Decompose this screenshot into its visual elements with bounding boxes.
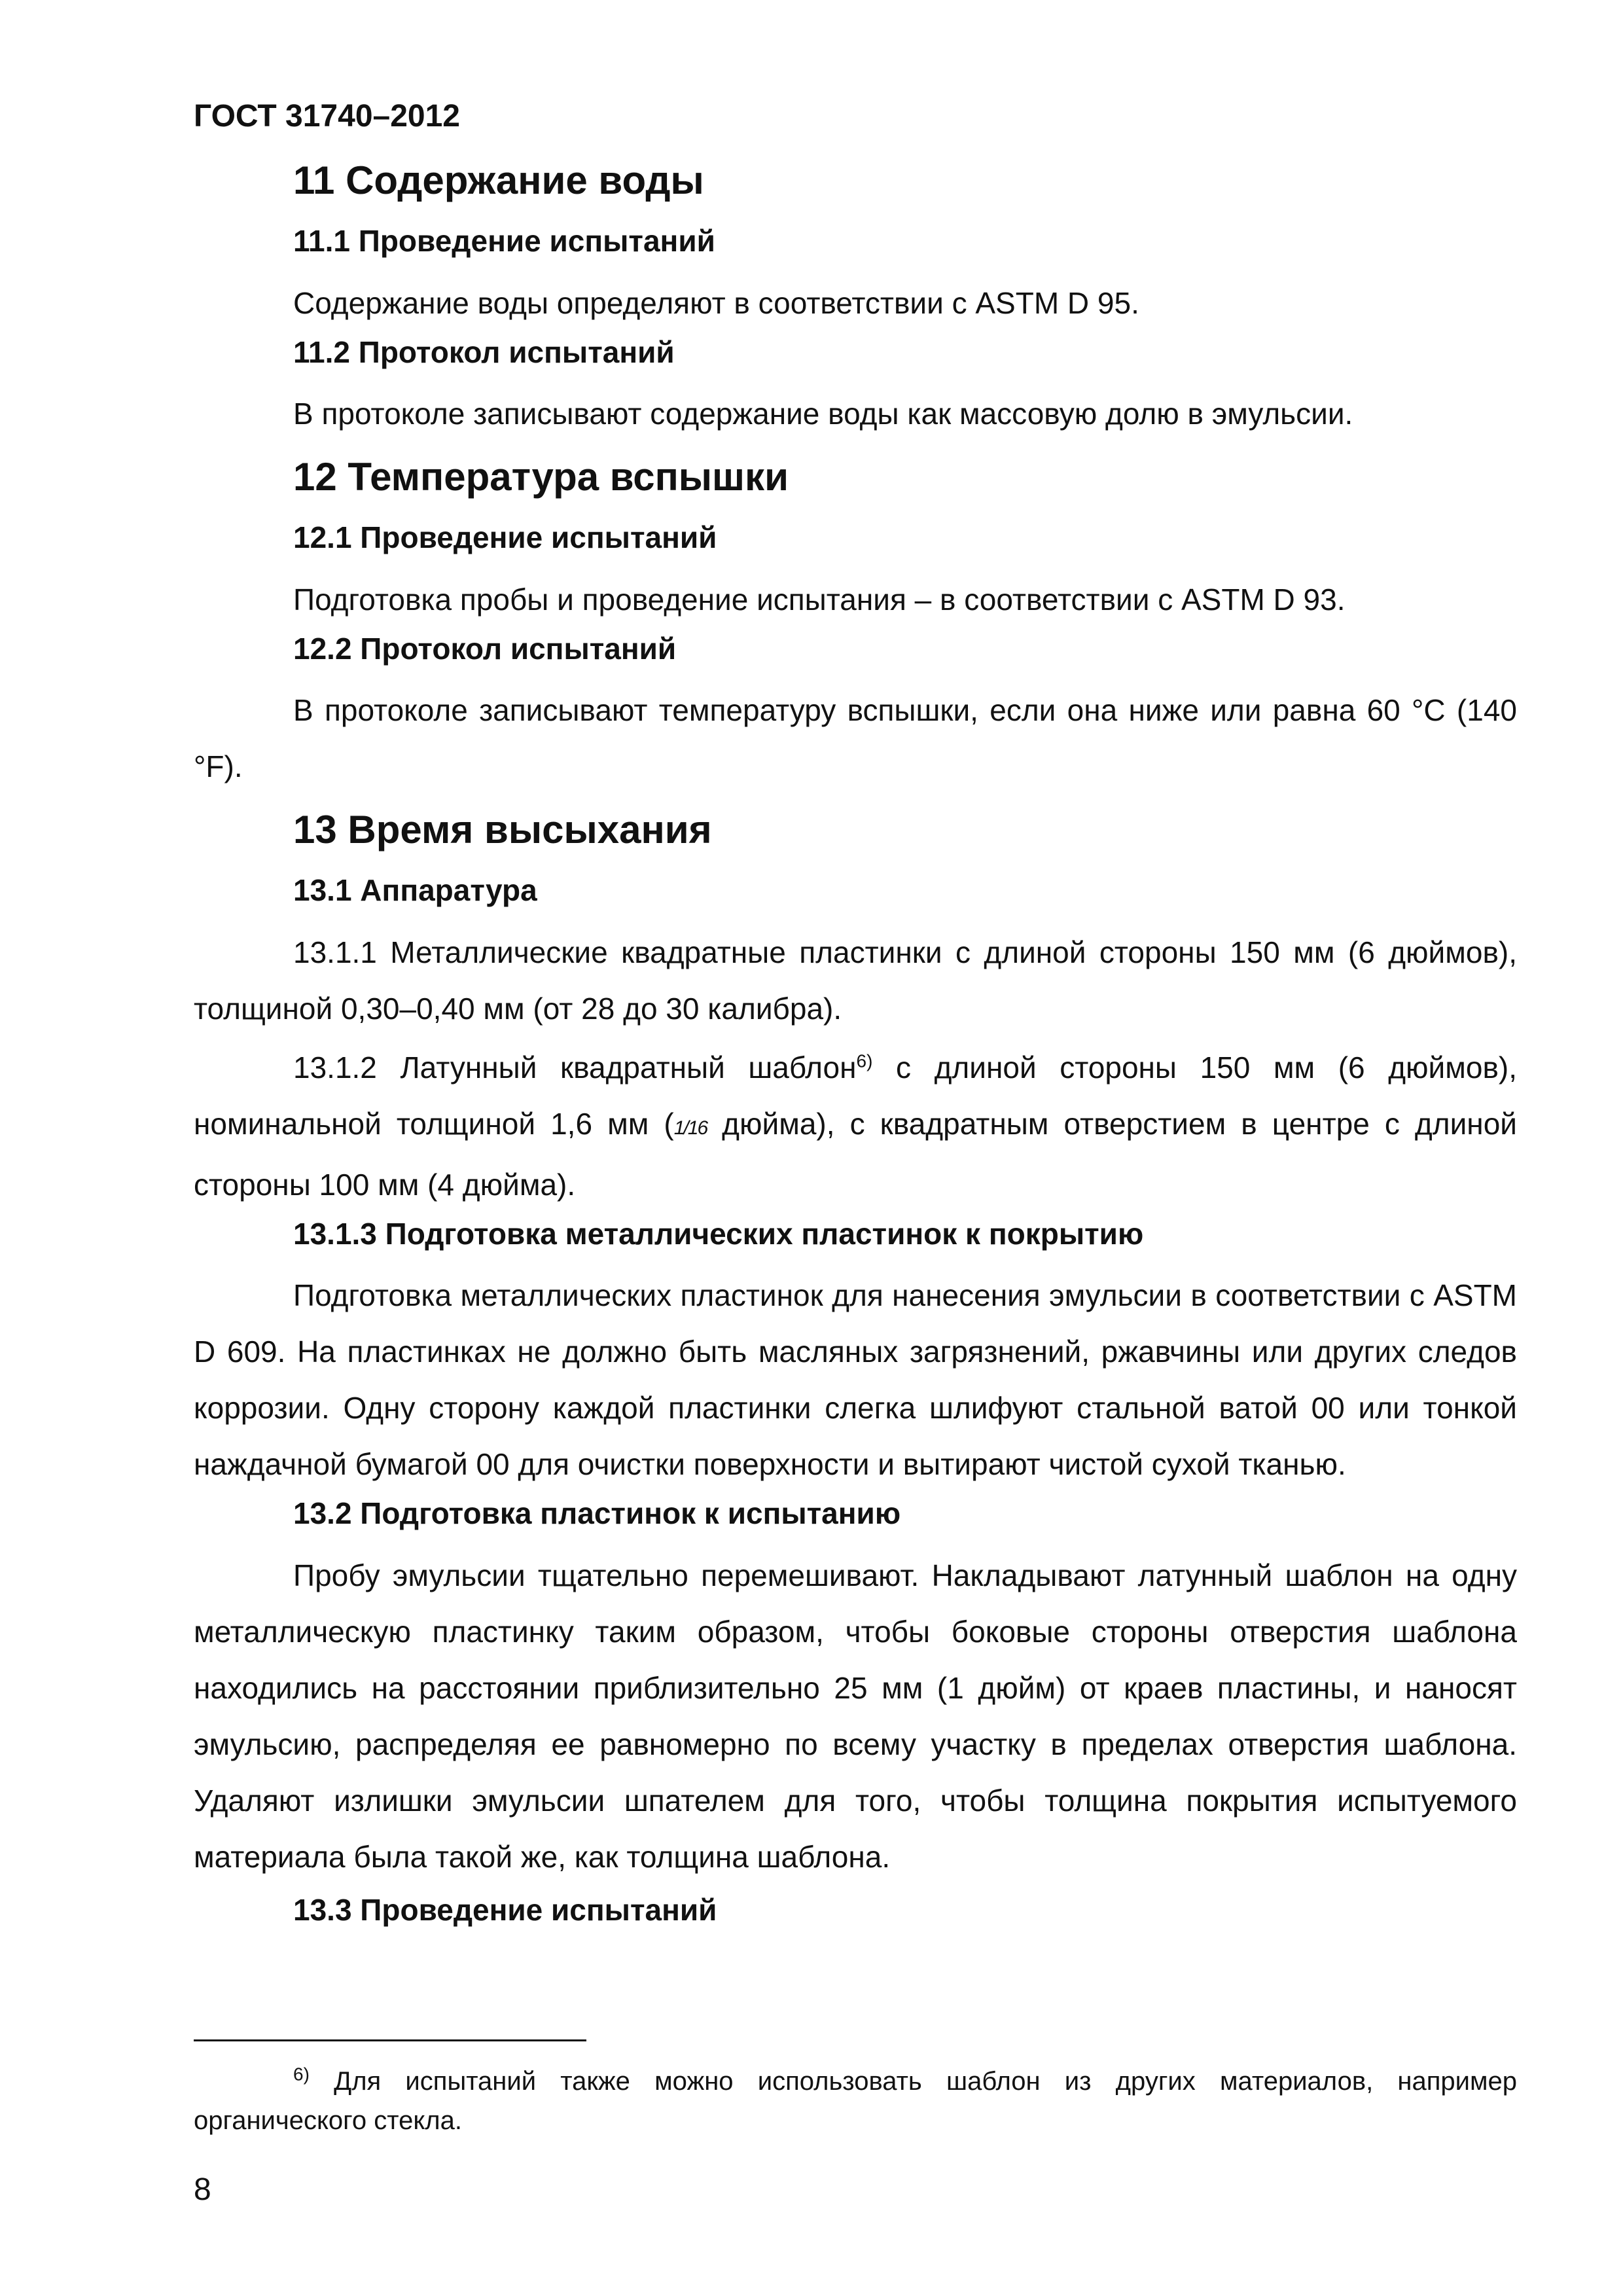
section-12-title: 12 Температура вспышки — [293, 455, 789, 499]
section-13-1-2-part-a: 13.1.2 Латунный квадратный шаблон — [293, 1050, 857, 1085]
section-13-2-title: 13.2 Подготовка пластинок к испытанию — [293, 1496, 901, 1530]
footnote-6 — [194, 2062, 1517, 2140]
section-12-1-text: Подготовка пробы и проведение испытания – в соответствии с ASTM D 93. — [293, 582, 1346, 617]
section-11-2-text: В протоколе записывают содержание воды как массовую долю в эмульсии. — [293, 397, 1353, 431]
document-header: ГОСТ 31740–2012 — [194, 99, 460, 134]
section-11-1-text: Содержание воды определяют в соответствии с ASTM D 95. — [293, 285, 1139, 320]
footnote-marker: 6) — [293, 2064, 310, 2085]
page-content — [194, 145, 1517, 1943]
section-13-1-3-title: 13.1.3 Подготовка металлических пластинок к покрытию — [293, 1216, 1144, 1251]
fraction-one-sixteenth: 1/16 — [673, 1117, 707, 1139]
section-13-1-2-part-c: дюйма), с квадратным отверстием в центре с длиной стороны 100 мм (4 дюйма). — [194, 1106, 1517, 1202]
section-13-3-title: 13.3 Проведение испытаний — [293, 1892, 717, 1927]
section-11-1-title: 11.1 Проведение испытаний — [293, 224, 715, 258]
section-13-1-title: 13.1 Аппаратура — [293, 873, 537, 907]
footnote-text: Для испытаний также можно использовать шаблон из других материалов, например органического стекла. — [194, 2067, 1517, 2135]
section-11-2-title: 11.2 Протокол испытаний — [293, 334, 675, 369]
section-13-title: 13 Время высыхания — [293, 808, 712, 852]
section-13-1-1-text: 13.1.1 Металлические квадратные пластинки с длиной стороны 150 мм (6 дюймов), толщиной 0,30–0,40 мм (от 28 до 30 калибра). — [194, 935, 1517, 1026]
section-13-1-3-text: Подготовка металлических пластинок для нанесения эмульсии в соответствии с ASTM D 609. На пластинках не должно быть масляных загрязнений, ржавчины или других следов коррозии. Одну сторону каждой пластинки слегка шлифуют стальной ватой 00 или тонкой наждачной бумагой 00 для очистки поверхности и вытирают чистой сухой тканью. — [194, 1278, 1517, 1481]
section-13-1-2-part-b: с длиной стороны 150 мм (6 дюймов), номинальной толщиной 1,6 мм ( — [194, 1050, 1518, 1141]
section-11-title: 11 Содержание воды — [293, 158, 704, 202]
section-13-2-text: Пробу эмульсии тщательно перемешивают. Накладывают латунный шаблон на одну металлическую пластинку таким образом, чтобы боковые стороны отверстия шаблона находились на расстоянии приблизительно 25 мм (1 дюйм) от краев пластины, и наносят эмульсию, распределяя ее равномерно по всему участку в пределах отверстия шаблона. Удаляют излишки эмульсии шпателем для того, чтобы толщина покрытия испытуемого материала была такой же, как толщина шаблона. — [194, 1558, 1517, 1874]
page-number: 8 — [194, 2172, 211, 2207]
footnote-separator — [194, 2039, 586, 2041]
section-12-2-text: В протоколе записывают температуру вспышки, если она ниже или равна 60 °C (140 °F). — [194, 693, 1517, 783]
section-13-1-2-text — [194, 1039, 1517, 1213]
footnote-ref-6: 6) — [856, 1050, 873, 1071]
section-12-2-title: 12.2 Протокол испытаний — [293, 631, 677, 666]
section-12-1-title: 12.1 Проведение испытаний — [293, 520, 717, 554]
